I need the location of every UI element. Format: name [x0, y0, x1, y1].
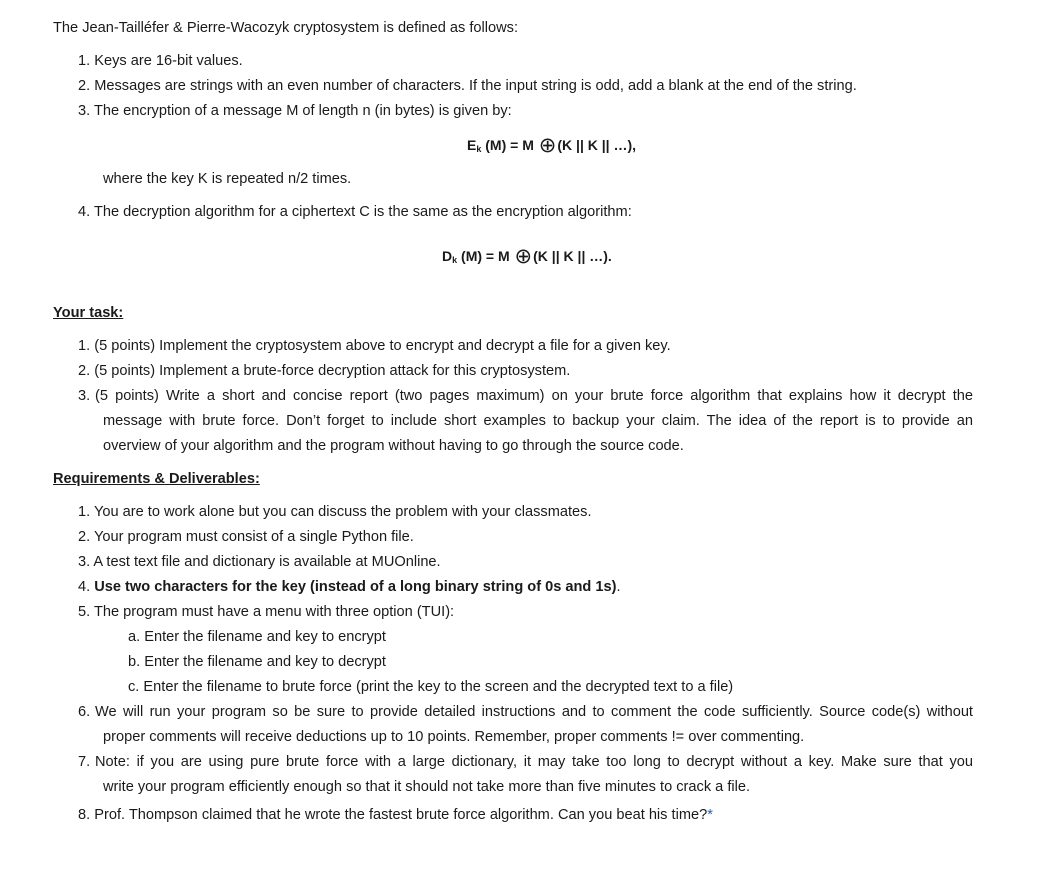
- list-number: 4.: [78, 579, 91, 595]
- list-text: The decryption algorithm for a ciphertext C is the same as the encryption algorithm:: [93, 204, 632, 220]
- task-heading: Your task:: [53, 305, 124, 321]
- list-text: The encryption of a message M of length n (in bytes) is given by:: [93, 103, 512, 119]
- requirement-item-7-line-1: Note: if you are using pure brute force with a large dictionary, it may take too long to decrypt without a key. Make sure that you: [95, 754, 973, 770]
- list-number: 1.: [78, 338, 91, 354]
- encryption-formula: [467, 134, 636, 160]
- list-text: Messages are strings with an even number of characters. If the input string is odd, add a blank at the end of the string.: [94, 78, 857, 94]
- formula-lhs-letter: E: [467, 137, 477, 153]
- list-text: The program must have a menu with three option (TUI):: [93, 604, 455, 620]
- menu-option-a: [128, 627, 386, 647]
- requirement-item-5: [78, 602, 454, 622]
- formula-lhs: (M) = M: [457, 248, 510, 264]
- requirement-item-8: [78, 805, 713, 825]
- list-text: Your program must consist of a single Python file.: [93, 529, 414, 545]
- definition-item-1: [78, 51, 243, 71]
- option-letter: b.: [128, 654, 141, 670]
- option-text: Enter the filename and key to encrypt: [144, 629, 386, 645]
- list-number: 2.: [78, 78, 91, 94]
- requirement-item-6-line-1: We will run your program so be sure to provide detailed instructions and to comment the code sufficiently. Source code(s) without: [95, 704, 973, 720]
- requirement-item-3: [78, 552, 441, 572]
- task-item-3-line-3: overview of your algorithm and the program without having to go through the source code.: [103, 438, 684, 454]
- list-text: Prof. Thompson claimed that he wrote the fastest brute force algorithm. Can you beat his time?: [94, 807, 708, 823]
- list-number: 5.: [78, 604, 91, 620]
- definition-item-3: [78, 101, 512, 121]
- formula-lhs-letter: D: [442, 248, 453, 264]
- task-item-1: [78, 336, 671, 356]
- list-text: (5 points) Implement the cryptosystem above to encrypt and decrypt a file for a given key.: [94, 338, 671, 354]
- requirement-item-7-number: 7.: [78, 754, 91, 770]
- requirement-item-1: [78, 502, 592, 522]
- task-item-3-number: 3.: [78, 388, 91, 404]
- list-number: 3.: [78, 103, 91, 119]
- asterisk-mark: *: [707, 807, 713, 823]
- list-text: Keys are 16-bit values.: [94, 53, 243, 69]
- list-number: 4.: [78, 204, 91, 220]
- formula-lhs: (M) = M: [481, 137, 534, 153]
- list-number: 3.: [78, 554, 91, 570]
- requirement-item-2: [78, 527, 414, 547]
- list-text: You are to work alone but you can discuss the problem with your classmates.: [93, 504, 592, 520]
- list-text: A test text file and dictionary is available at MUOnline.: [93, 554, 441, 570]
- requirements-heading: Requirements & Deliverables:: [53, 471, 260, 487]
- where-text: where the key K is repeated n/2 times.: [103, 171, 352, 187]
- option-letter: c.: [128, 679, 140, 695]
- definition-item-2: [78, 76, 857, 96]
- list-bold-text: Use two characters for the key (instead of a long binary string of 0s and 1s): [94, 579, 617, 595]
- menu-option-c: [128, 677, 733, 697]
- requirement-item-6-line-2: proper comments will receive deductions up to 10 points. Remember, proper comments != over commenting.: [103, 729, 805, 745]
- list-text: (5 points) Implement a brute-force decryption attack for this cryptosystem.: [94, 363, 571, 379]
- list-number: 2.: [78, 363, 91, 379]
- requirement-item-4: [78, 577, 621, 597]
- definition-item-4: [78, 202, 632, 222]
- requirement-item-6-number: 6.: [78, 704, 91, 720]
- option-text: Enter the filename to brute force (print the key to the screen and the decrypted text to a file): [143, 679, 734, 695]
- formula-rhs: (K || K || …).: [533, 248, 612, 264]
- task-item-3-line-1: (5 points) Write a short and concise report (two pages maximum) on your brute force algorithm that explains how it decrypt the: [95, 388, 973, 404]
- intro-text: The Jean-Tailléfer & Pierre-Wacozyk cryptosystem is defined as follows:: [53, 20, 519, 36]
- list-number: 8.: [78, 807, 91, 823]
- task-item-2: [78, 361, 570, 381]
- formula-rhs: (K || K || …),: [557, 137, 637, 153]
- list-text-tail: .: [616, 579, 621, 595]
- decryption-formula: [442, 245, 612, 271]
- formula-subscript: k: [452, 255, 458, 265]
- option-text: Enter the filename and key to decrypt: [144, 654, 386, 670]
- xor-symbol: ⊕: [514, 245, 533, 268]
- list-number: 1.: [78, 53, 91, 69]
- formula-subscript: k: [476, 144, 482, 154]
- task-item-3-line-2: message with brute force. Don’t forget to include short examples to backup your claim. The idea of the report is to provide an: [103, 413, 973, 429]
- xor-symbol: ⊕: [538, 134, 557, 157]
- menu-option-b: [128, 652, 386, 672]
- requirement-item-7-line-2: write your program efficiently enough so that it should not take more than five minutes to crack a file.: [103, 779, 751, 795]
- list-number: 1.: [78, 504, 91, 520]
- list-number: 2.: [78, 529, 91, 545]
- option-letter: a.: [128, 629, 141, 645]
